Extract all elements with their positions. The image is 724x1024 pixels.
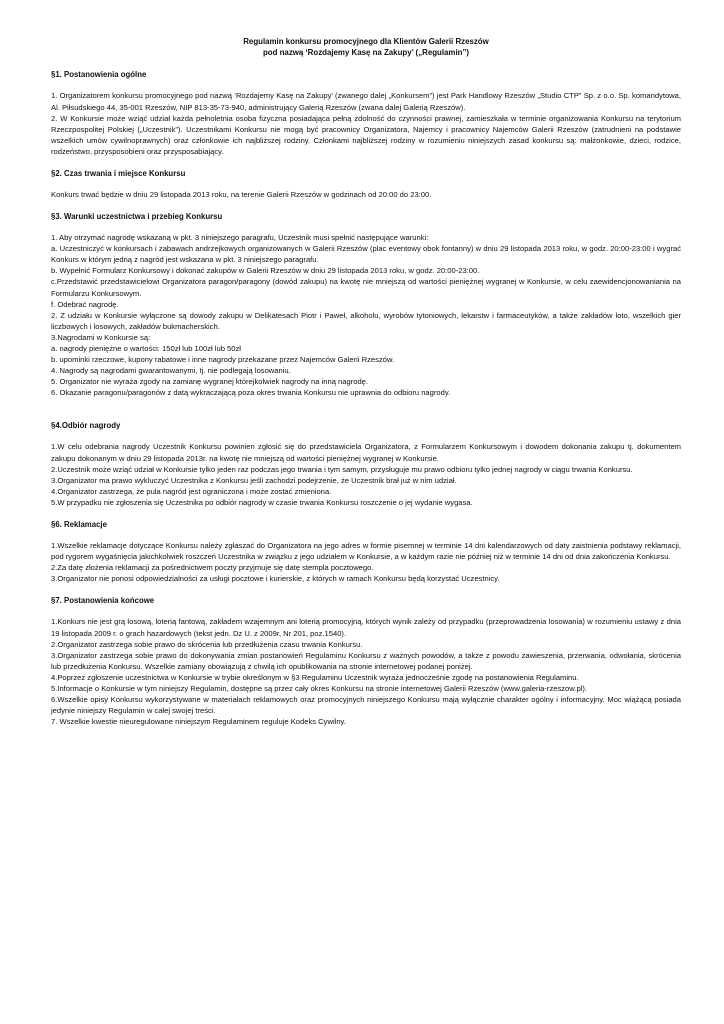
section-1-paragraph-1: 1. Organizatorem konkursu promocyjnego pod nazwą ‘Rozdajemy Kasę na Zakupy’ (zwanego dalej „Konkursem”) jest Park Handlowy Rzeszów „Studio CTP” Sp. z o.o. Sp. komandytowa, Al. Piłsudskiego 44, 35-001 Rzeszów, NIP 813-35-73-940, administrujący Galerią Rzeszów (zwana dalej Galerią Rzeszów). <box>51 91 681 112</box>
section-3-paragraph-2: a. Uczestniczyć w konkursach i zabawach andrzejkowych organizowanych w Galerii Rzeszów (plac eventowy obok fontanny) w dniu 29 listopada 2013 roku, w godz. 20:00-23:00 i wygrać Konkurs w którym jedną z nagród jest wskazana w pkt. 3 niniejszego paragrafu. <box>51 244 681 265</box>
section-7-paragraph-2: 2.Organizator zastrzega sobie prawo do skrócenia lub przedłużenia czasu trwania Konkursu. <box>51 639 363 649</box>
section-7-heading: §7. Postanowienia końcowe <box>51 596 155 606</box>
section-7-paragraph-3: 3.Organizator zastrzega sobie prawo do dokonywania zmian postanowień Regulaminu Konkursu z ważnych powodów, a także z powodu zawieszenia, przerwania, odwołania, skrócenia lub przedłużenia Konkursu. Wszelkie zamiany obowiązują z chwilą ich opublikowania na stronie internetowej podanej poniżej. <box>51 650 681 671</box>
section-6 <box>51 519 681 584</box>
section-3-paragraph-12: 6. Okazanie paragonu/paragonów z datą wykraczającą poza okres trwania Konkursu nie uprawnia do odbioru nagrody. <box>51 388 451 398</box>
section-3-paragraph-10: 4. Nagrody są nagrodami gwarantowanymi, tj. nie podlegają losowaniu. <box>51 366 291 376</box>
section-3 <box>51 211 681 398</box>
section-7-paragraph-6: 6.Wszelkie opisy Konkursu wykorzystywane w materiałach reklamowych oraz promocyjnych niniejszego Konkursu mają wyłącznie charakter ogólny i informacyjny. Moc wiążącą posiada jedynie niniejszy Regulamin w całej swojej treści. <box>51 695 681 716</box>
section-3-paragraph-3: b. Wypełnić Formularz Konkursowy i dokonać zakupów w Galerii Rzeszów w dniu 29 listopada 2013 roku, w godz. 20:00-23:00. <box>51 266 480 276</box>
section-4 <box>51 420 681 508</box>
section-6-paragraph-1: 1.Wszelkie reklamacje dotyczące Konkursu należy zgłaszać do Organizatora na jego adres w formie pisemnej w terminie 14 dni kalendarzowych od daty zaistnienia podstawy reklamacji, pod rygorem wygaśnięcia jakichkolwiek roszczeń Uczestnika w związku z jego udziałem w Konkursie, a w każdym razie nie później niż w terminie 14 dni od dnia zakończenia Konkursu. <box>51 541 681 562</box>
section-4-paragraph-4: 4.Organizator zastrzega, że pula nagród jest ograniczona i może zostać zmieniona. <box>51 486 332 496</box>
section-2 <box>51 168 681 200</box>
section-4-heading: §4.Odbiór nagrody <box>51 421 121 431</box>
section-3-paragraph-1: 1. Aby otrzymać nagrodę wskazaną w pkt. 3 niniejszego paragrafu, Uczestnik musi spełnić następujące warunki: <box>51 233 429 243</box>
section-1 <box>51 69 681 157</box>
section-6-paragraph-2: 2.Za datę złożenia reklamacji za pośrednictwem poczty przyjmuje się datę stempla pocztowego. <box>51 563 374 573</box>
section-1-paragraph-2: 2. W Konkursie może wziąć udział każda pełnoletnia osoba fizyczna posiadająca pełną zdolność do czynności prawnej, zamieszkała w terminie organizowania Konkursu na terytorium Rzeczpospolitej Polskiej („Uczestnik”). Uczestnikami Konkursu nie mogą być pracownicy Organizatora, Najemcy i pracownicy Najemców Galerii Rzeszów (zatrudnieni na podstawie wszelkich umów cywilnoprawnych) oraz członkowie ich najbliższej rodziny. Członkami najbliższej rodziny w rozumieniu niniejszych zasad konkursu są: małżonkowie, dzieci, rodzice, rodzeństwo, przysposobieni oraz przysposabiający. <box>51 113 681 156</box>
document-title <box>51 36 681 58</box>
section-2-heading: §2. Czas trwania i miejsce Konkursu <box>51 168 186 178</box>
section-6-heading: §6. Reklamacje <box>51 520 107 530</box>
section-1-heading: §1. Postanowienia ogólne <box>51 70 147 80</box>
section-4-paragraph-1: 1.W celu odebrania nagrody Uczestnik Konkursu powinien zgłosić się do przedstawiciela Organizatora, z Formularzem Konkursowym i dowodem dokonania zakupu tj. dokumentem zakupu dokonanym w dniu 29 listopada 2013r. na kwotę nie mniejszą od wartości pieniężnej wygranej w Konkursie. <box>51 442 681 463</box>
section-4-paragraph-5: 5.W przypadku nie zgłoszenia się Uczestnika po odbiór nagrody w czasie trwania Konkursu roszczenie o jej wydanie wygasa. <box>51 497 473 507</box>
spacer <box>51 409 681 420</box>
document-page <box>51 36 681 738</box>
section-3-paragraph-6: 2. Z udziału w Konkursie wyłączone są dowody zakupu w Delikatesach Piotr i Paweł, alkoholu, wyrobów tytoniowych, lekarstw i farmaceutyków, a także zakładów loto, wszelkich gier liczbowych i losowych, zakładów bukmacherskich. <box>51 310 681 331</box>
section-3-paragraph-9: b. upominki rzeczowe, kupony rabatowe i inne nagrody przekazane przez Najemców Galerii Rzeszów. <box>51 355 395 365</box>
section-3-paragraph-5: f. Odebrać nagrodę. <box>51 299 119 309</box>
section-7-paragraph-1: 1.Konkurs nie jest grą losową, loterią fantową, zakładem wzajemnym ani loterią promocyjną, których wynik zależy od przypadku (przeprowadzenia losowania) w rozumieniu ustawy z dnia 19 listopada 2009 r. o grach hazardowych (tekst jedn. Dz U. z 2009r, Nr 201, poz.1540). <box>51 617 681 638</box>
section-7-paragraph-4: 4.Poprzez zgłoszenie uczestnictwa w Konkursie w trybie określonym w §3 Regulaminu Uczestnik wyraża jednocześnie zgodę na postanowienia Regulaminu. <box>51 672 579 682</box>
section-3-paragraph-4: c.Przedstawić przedstawicielowi Organizatora paragon/paragony (dowód zakupu) na kwotę nie mniejszą od wartości pieniężnej wygranej w Konkursie, w celu zaewidencjonowaniania na Formularzu Konkursowym. <box>51 277 681 298</box>
section-3-heading: §3. Warunki uczestnictwa i przebieg Konkursu <box>51 212 223 222</box>
section-3-paragraph-7: 3.Nagrodami w Konkursie są: <box>51 332 151 342</box>
section-3-paragraph-8: a. nagrody pieniężne o wartości: 150zł lub 100zł lub 50zł <box>51 344 241 353</box>
title-line-1: Regulamin konkursu promocyjnego dla Klientów Galerii Rzeszów <box>243 37 489 46</box>
section-7 <box>51 595 681 727</box>
section-7-paragraph-5: 5.Informacje o Konkursie w tym niniejszy Regulamin, dostępne są przez cały okres Konkursu na stronie internetowej Galerii Rzeszów (www.galeria-rzeszow.pl). <box>51 683 588 693</box>
section-4-paragraph-3: 3.Organizator ma prawo wykluczyć Uczestnika z Konkursu jeśli zachodzi podejrzenie, że Uczestnik brał już w nim udział. <box>51 475 457 485</box>
section-6-paragraph-3: 3.Organizator nie ponosi odpowiedzialności za usługi pocztowe i kurierskie, z których w ramach Konkursu będą korzystać Uczestnicy. <box>51 574 500 584</box>
section-3-paragraph-11: 5. Organizator nie wyraża zgody na zamianę wygranej którejkolwiek nagrody na inną nagrodę. <box>51 377 369 387</box>
section-7-paragraph-7: 7. Wszelkie kwestie nieuregulowane niniejszym Regulaminem reguluje Kodeks Cywilny. <box>51 717 346 727</box>
section-2-paragraph-1: Konkurs trwać będzie w dniu 29 listopada 2013 roku, na terenie Galerii Rzeszów w godzinach od 20:00 do 23:00. <box>51 189 432 199</box>
title-line-2: pod nazwą ‘Rozdajemy Kasę na Zakupy’ („Regulamin”) <box>262 48 470 58</box>
section-4-paragraph-2: 2.Uczestnik może wziąć udział w Konkursie tylko jeden raz podczas jego trwania i tym samym, przysługuje mu prawo odbioru tylko jednej nagrody w ciągu trwania Konkursu. <box>51 464 633 474</box>
